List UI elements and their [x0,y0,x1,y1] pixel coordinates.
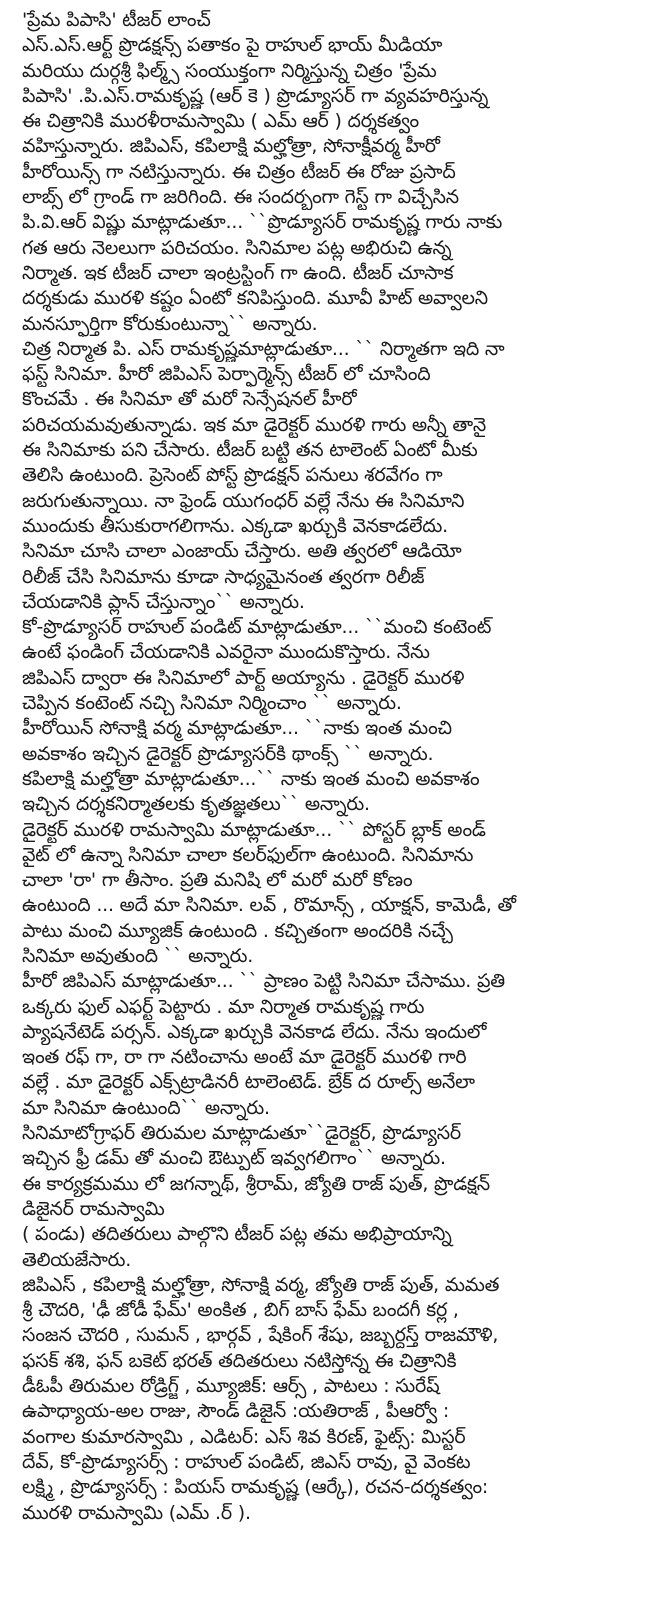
article-text-line: మనస్ఫూర్తిగా కోరుకుంటున్నా`` అన్నారు. [22,312,318,335]
article-text-line: మురళి రామస్వామి (ఎమ్ .ర్ ). [22,1501,251,1524]
article-text-line: హీరోయిన్స్ గా నటిస్తున్నారు. ఈ చిత్రం టీజర్ ఈ రోజు ప్రసాద్ [22,160,456,183]
article-text-line: సినిమాటోగ్రాఫర్ తిరుమల మాట్లాడుతూ``డైరెక్టర్, ప్రొడ్యూసర్ [22,1122,461,1145]
article-text-line: లాబ్స్ లో గ్రాండ్ గా జరిగింది. ఈ సందర్భంగా గెస్ట్ గా విచ్చేసిన [22,186,459,209]
article-text-line: దర్శకుడు మురళి కష్టం ఏంటో కనిపిస్తుంది. మూవీ హిట్ అవ్వాలని [22,287,488,310]
article-text-line: చాలా 'రా' గా తీసాం. ప్రతి మనిషి లో మరో మరో కోణం [22,869,413,892]
article-text-line: ఈ చిత్రానికి మురళీరామస్వామి ( ఎమ్ ఆర్ ) దర్శకత్వం [22,110,419,133]
article-text-line: ముందుకు తీసుకురాగలిగాను. ఎక్కడా ఖర్చుకి వెనకాడలేదు. [22,514,448,537]
article-text-line: తెలియజేసారు. [22,1248,132,1271]
article-text-line: ఇచ్చిన దర్శకనిర్మాతలకు కృతజ్ఞతలు`` అన్నారు. [22,793,370,816]
article-text-line: పిపాసి' .పి.ఎస్.రామకృష్ణ (ఆర్ కె ) ప్రొడ్యూసర్ గా వ్యవహరిస్తున్న [22,84,489,107]
article-text-line: కో-ప్రొడ్యూసర్ రాహుల్ పండిట్ మాట్లాడుతూ... ``మంచి కంటెంట్ [22,616,492,639]
article-text-line: ఇంత రఫ్ గా, రా గా నటించాను అంటే మా డైరెక్టర్ మురళి గారి [22,1046,467,1069]
article-text-line: డైరెక్టర్ మురళి రామస్వామి మాట్లాడుతూ... `` పోస్టర్ బ్లాక్ అండ్ [22,818,486,841]
article-text-line: ఫసక్ శశి, ఫన్ బకెట్ భరత్ తదితరులు నటిస్తోన్న ఈ చిత్రానికి [22,1349,457,1372]
article-text-line: ఫస్ట్ సినిమా. హీరో జిపిఎస్ పెర్ఫార్మెన్స్ టీజర్ లో చూసింది [22,363,431,386]
article-text-line: డిజైనర్ రామస్వామి [22,1197,165,1220]
article-text-line: మరియు దుర్గశ్రీ ఫిల్మ్స్ సంయుక్తంగా నిర్మిస్తున్న చిత్రం 'ప్రేమ [22,59,437,82]
article-text-line: పి.వి.ఆర్ విష్ణు మాట్లాడుతూ... ``ప్రొడ్యూసర్ రామకృష్ణ గారు నాకు [22,211,503,234]
article-text-line: వహిస్తున్నారు. జిపిఎస్, కపిలాక్షి మల్హోత్రా, సోనాక్షీవర్మ హీరో [22,135,440,158]
article-text-line: వైట్ లో ఉన్నా సినిమా చాలా కలర్‌ఫుల్‌గా ఉంటుంది. సినిమాను [22,843,474,866]
article-text-line: జరుగుతున్నాయి. నా ఫ్రెండ్ యుగంధర్ వల్లే నేను ఈ సినిమాని [22,489,465,512]
article-text-line: రిలీజ్ చేసి సినిమాను కూడా సాధ్యమైనంత త్వరగా రిలీజ్ [22,565,425,588]
article-text-line: అవకాశం ఇచ్చిన డైరెక్టర్ ప్రొడ్యూసర్‌కి థాంక్స్ `` అన్నారు. [22,742,434,765]
article-text-line: దేవ్, కో-ప్రొడ్యూసర్స్ : రాహుల్ పండిట్, జిఎస్ రావు, వై వెంకట [22,1450,471,1473]
article-text-line: చేయడానికి ప్లాన్ చేస్తున్నాం`` అన్నారు. [22,590,305,613]
article-text-line: లక్ష్మి , ప్రొడ్యూసర్స్ : పియస్ రామకృష్ణ (ఆర్కే), రచన-దర్శకత్వం: [22,1476,489,1499]
article-text-line: జిపిఎస్ ద్వారా ఈ సినిమాలో పార్ట్ అయ్యాను . డైరెక్టర్ మురళి [22,666,465,689]
article-text-line: ఇచ్చిన ఫ్రీ డమ్ తో మంచి ఔట్పుట్ ఇవ్వగలిగాం`` అన్నారు. [22,1147,446,1170]
article-text-line: శ్రీ చౌదరి, 'ఢీ జోడీ ఫేమ్' అంకిత , బిగ్ బాస్ ఫేమ్ బందగీ కర్ల , [22,1299,459,1322]
article-text-line: ఈ కార్యక్రమము లో జగన్నాథ్, శ్రీరామ్, జ్యోతి రాజ్ పుత్, ప్రొడక్షన్ [22,1172,490,1195]
article-text-line: కొంచమే . ఈ సినిమా తో మరో సెన్సేషనల్ హీరో [22,388,357,411]
article-text-line: ఉపాధ్యాయ-అల రాజు, సౌండ్ డిజైన్ :యతిరాజ్ , పీఆర్వో : [22,1400,450,1423]
article-text-line: తెలిసి ఉంటుంది. ప్రెసెంట్ పోస్ట్ ప్రొడక్షన్ పనులు శరవేగం గా [22,464,443,487]
article-text-line: డీఓపీ తిరుమల రోడ్రిగ్జ్ , మ్యూజిక్: ఆర్స్ , పాటలు : సురేష్ [22,1375,440,1398]
article-text-line: జిపిఎస్ , కపిలాక్షి మల్హోత్రా, సోనాక్షి వర్మ, జ్యోతి రాజ్ పుత్, మమత [22,1273,500,1296]
article-text-line: పరిచయమవుతున్నాడు. ఇక మా డైరెక్టర్ మురళి గారు అన్నీ తానై [22,413,487,436]
article-text-line: ఎస్.ఎస్.ఆర్ట్ ప్రొడక్షన్స్ పతాకం పై రాహుల్ భాయ్ మీడియా [22,34,443,57]
article-text-line: ఉంటుంది ... అదే మా సినిమా. లవ్ , రొమాన్స్ , యాక్షన్, కామెడీ, తో [22,894,516,917]
article-text-line: పాటు మంచి మ్యూజిక్ ఉంటుంది . కచ్చితంగా అందరికి నచ్చే [22,919,453,942]
article-text-line: కపిలాక్షి మల్హోత్రా మాట్లాడుతూ...`` నాకు ఇంత మంచి అవకాశం [22,767,480,790]
article-text-line: వంగాల కుమారస్వామి , ఎడిటర్: ఎస్ శివ కిరణ్, ఫైట్స్: మిస్టర్ [22,1425,466,1448]
article-text-line: ఈ సినిమాకు పని చేసారు. టీజర్ బట్టి తన టాలెంట్ ఏంటో మీకు [22,439,478,462]
article-text-line: చిత్ర నిర్మాత పి. ఎస్ రామకృష్ణమాట్లాడుతూ... `` నిర్మాతగా ఇది నా [22,337,505,360]
article-text-line: వల్లే . మా డైరెక్టర్ ఎక్స్‌ట్రాడినరీ టాలెంటెడ్. బ్రేక్ ద రూల్స్ అనేలా [22,1071,475,1094]
article-text-line: సినిమా చూసి చాలా ఎంజాయ్ చేస్తారు. అతి త్వరలో ఆడియో [22,540,462,563]
article-text-line: చెప్పిన కంటెంట్ నచ్చి సినిమా నిర్మించాం `` అన్నారు. [22,692,402,715]
article-text-line: హీరోయిన్ సోనాక్షి వర్మ మాట్లాడుతూ... ``నాకు ఇంత మంచి [22,717,452,740]
article-title-line: 'ప్రేమ పిపాసి' టీజర్ లాంచ్ [22,9,211,31]
article-text-line: ఒక్కరు ఫుల్ ఎఫర్ట్ పెట్టారు . మా నిర్మాత రామకృష్ణ గారు [22,995,425,1018]
article-text-line: నిర్మాత. ఇక టీజర్ చాలా ఇంట్రస్టింగ్ గా ఉంది. టీజర్ చూసాక [22,261,454,284]
article-text-line: ( పండు) తదితరులు పాల్గొని టీజర్ పట్ల తమ అభిప్రాయాన్ని [22,1223,452,1246]
article-body [22,8,635,1526]
article-text-line: సంజన చౌదరి , సుమన్ , భార్గవ్ , షేకింగ్ శేషు, జబ్బర్దస్త్ రాజమౌళి, [22,1324,499,1347]
article-text-line: ప్యాషనేటెడ్ పర్సన్. ఎక్కడా ఖర్చుకి వెనకాడ లేదు. నేను ఇందులో [22,1020,487,1043]
article-text-line: హీరో జిపిఎస్ మాట్లాడుతూ... `` ప్రాణం పెట్టి సినిమా చేసాము. ప్రతి [22,970,505,993]
article-text-line: గత ఆరు నెలలుగా పరిచయం. సినిమాల పట్ల అభిరుచి ఉన్న [22,236,452,259]
article-text-line: సినిమా అవుతుంది `` అన్నారు. [22,944,254,967]
article-text-line: ఉంటే ఫండింగ్ చేయడానికి ఎవరైనా ముందుకొస్తారు. నేను [22,641,430,664]
article-text-line: మా సినిమా ఉంటుంది`` అన్నారు. [22,1096,270,1119]
